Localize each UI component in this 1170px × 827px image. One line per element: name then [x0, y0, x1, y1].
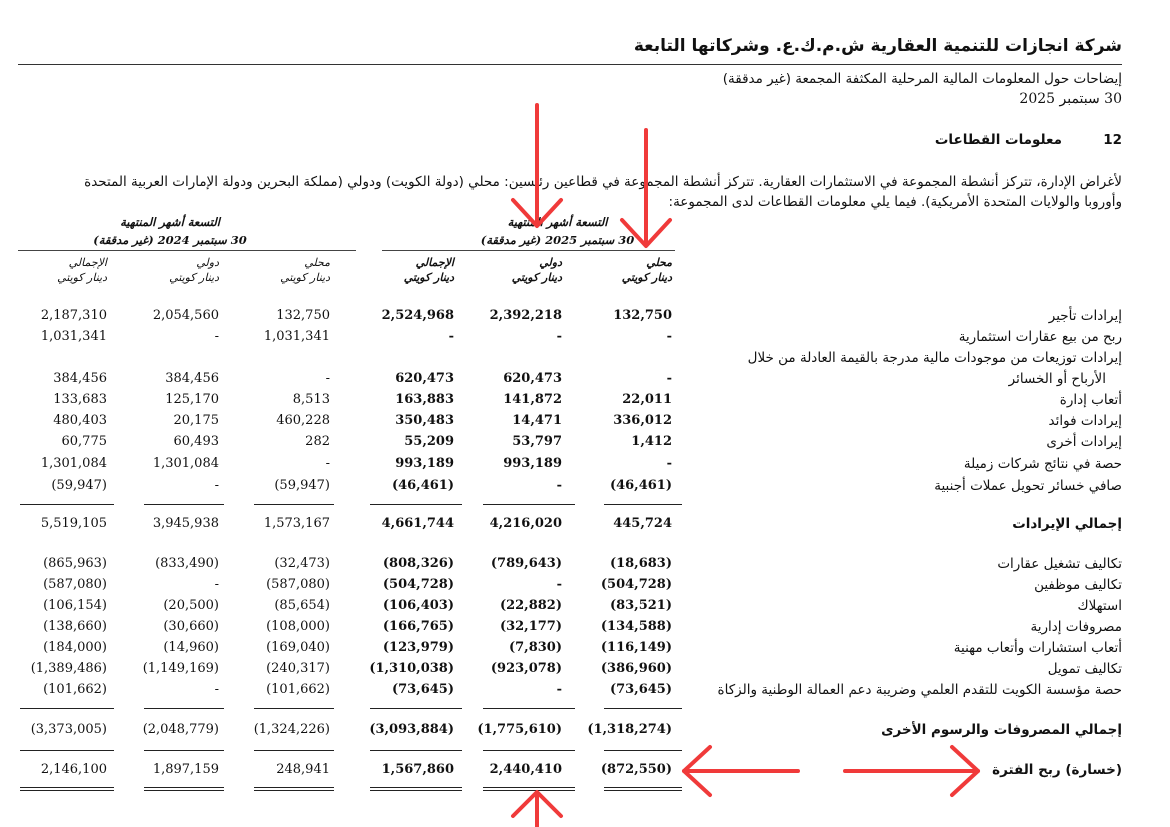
- table-row: تكاليف تمويل (386,960) (923,078) (1,310,038) (240,317) (1,149,169) (1,389,486): [30, 661, 1122, 677]
- table-row: تكاليف تشغيل عقارات (18,683) (789,643) (808,326) (32,473) (833,490) (865,963): [43, 556, 1122, 572]
- section-heading: [935, 132, 1122, 148]
- total-double-rule: [483, 787, 575, 788]
- table-row: إيرادات فوائد 336,012 14,471 350,483 460,228 20,175 480,403: [53, 413, 1122, 429]
- header-divider: [18, 64, 1122, 65]
- subtotal-rule: [370, 504, 462, 505]
- prior-period-rule: [18, 250, 356, 251]
- intro-line-2: وأوروبا والولايات المتحدة الأمريكية). فيما يلي معلومات القطاعات لدى المجموعة:: [668, 194, 1122, 210]
- section-title: معلومات القطاعات: [934, 132, 1062, 148]
- col-total-cy: الإجمالي دينار كويتي: [403, 256, 454, 284]
- table-row: صافي خسائر تحويل عملات أجنبية (46,461) - (46,461) (59,947) - (59,947): [51, 478, 1122, 494]
- col-local-py: محلي دينار كويتي: [280, 256, 330, 284]
- subtotal-rule: [604, 504, 682, 505]
- subtotal-rule: [144, 750, 224, 751]
- table-row: ربح من بيع عقارات استثمارية - - - 1,031,341 - 1,031,341: [40, 329, 1122, 345]
- table-row-total-revenue: إجمالي الإيرادات 445,724 4,216,020 4,661,744 1,573,167 3,945,938 5,519,105: [40, 516, 1122, 532]
- table-row: مصروفات إدارية (134,588) (32,177) (166,765) (108,000) (30,660) (138,660): [43, 619, 1122, 635]
- table-row: حصة مؤسسة الكويت للتقدم العلمي وضريبة دعم العمالة الوطنية والزكاة (73,645) - (73,645) (101,662) - (101,662): [43, 682, 1122, 698]
- subtotal-rule: [254, 708, 334, 709]
- total-double-rule: [370, 787, 462, 788]
- total-double-rule: [20, 787, 114, 788]
- subtotal-rule: [604, 708, 682, 709]
- total-double-rule: [144, 787, 224, 788]
- table-row: حصة في نتائج شركات زميلة - 993,189 993,189 - 1,301,084 1,301,084: [40, 456, 1122, 472]
- table-row: الأرباح أو الخسائر - 620,473 620,473 - 384,456 384,456: [53, 371, 1106, 387]
- table-row: إيرادات توزيعات من موجودات مالية مدرجة بالقيمة العادلة من خلال: [747, 350, 1122, 366]
- subtotal-rule: [144, 504, 224, 505]
- company-title: شركة انجازات للتنمية العقارية ش.م.ك.ع. وشركاتها التابعة: [633, 36, 1122, 56]
- col-intl-py: دولي دينار كويتي: [169, 256, 219, 284]
- col-local-cy: محلي دينار كويتي: [621, 256, 672, 284]
- report-subtitle: إيضاحات حول المعلومات المالية المرحلية المكثفة المجمعة (غير مدققة): [722, 71, 1122, 87]
- total-double-rule: [254, 787, 334, 788]
- subtotal-rule: [483, 504, 575, 505]
- prior-period-heading-1: التسعة أشهر المنتهية: [120, 215, 220, 229]
- total-double-rule: [604, 787, 682, 788]
- section-number: 12: [1103, 132, 1122, 148]
- prior-period-heading-2: 30 سبتمبر 2024 (غير مدققة): [93, 233, 247, 247]
- col-total-py: الإجمالي دينار كويتي: [57, 256, 107, 284]
- subtotal-rule: [483, 708, 575, 709]
- col-intl-cy: دولي دينار كويتي: [511, 256, 562, 284]
- current-period-rule: [382, 250, 675, 251]
- subtotal-rule: [254, 504, 334, 505]
- subtotal-rule: [20, 708, 114, 709]
- intro-line-1: لأغراض الإدارة، تتركز أنشطة المجموعة في الاستثمارات العقارية. تتركز أنشطة المجموعة في قطاعين رئيسين: محلي (دولة الكويت) ودولي (مملكة البحرين ودولة الإمارات العربية المتحدة: [84, 174, 1122, 190]
- subtotal-rule: [483, 750, 575, 751]
- arrow-head: [513, 792, 561, 816]
- table-row: أتعاب إدارة 22,011 141,872 163,883 8,513 125,170 133,683: [53, 392, 1122, 408]
- table-row: استهلاك (83,521) (22,882) (106,403) (85,654) (20,500) (106,154): [43, 598, 1122, 614]
- subtotal-rule: [254, 750, 334, 751]
- table-row: تكاليف موظفين (504,728) - (504,728) (587,080) - (587,080): [43, 577, 1122, 593]
- subtotal-rule: [370, 708, 462, 709]
- current-period-heading-1: التسعة أشهر المنتهية: [507, 215, 608, 229]
- subtotal-rule: [604, 750, 682, 751]
- subtotal-rule: [20, 504, 114, 505]
- table-row: إيرادات تأجير 132,750 2,392,218 2,524,968 132,750 2,054,560 2,187,310: [40, 308, 1122, 324]
- table-row: إيرادات أخرى 1,412 53,797 55,209 282 60,493 60,775: [61, 434, 1122, 450]
- table-row-total-expenses: إجمالي المصروفات والرسوم الأخرى (1,318,274) (1,775,610) (3,093,884) (1,324,226) (2,048,779) (3,373,005): [30, 722, 1122, 738]
- table-row: أتعاب استشارات وأتعاب مهنية (116,149) (7,830) (123,979) (169,040) (14,960) (184,000): [43, 640, 1122, 656]
- table-row-period-profit: (خسارة) ربح الفترة (872,550) 2,440,410 1,567,860 248,941 1,897,159 2,146,100: [40, 762, 1122, 778]
- subtotal-rule: [20, 750, 114, 751]
- current-period-heading-2: 30 سبتمبر 2025 (غير مدققة): [480, 233, 635, 247]
- subtotal-rule: [144, 708, 224, 709]
- subtotal-rule: [370, 750, 462, 751]
- report-date: 30 سبتمبر 2025: [1019, 91, 1122, 107]
